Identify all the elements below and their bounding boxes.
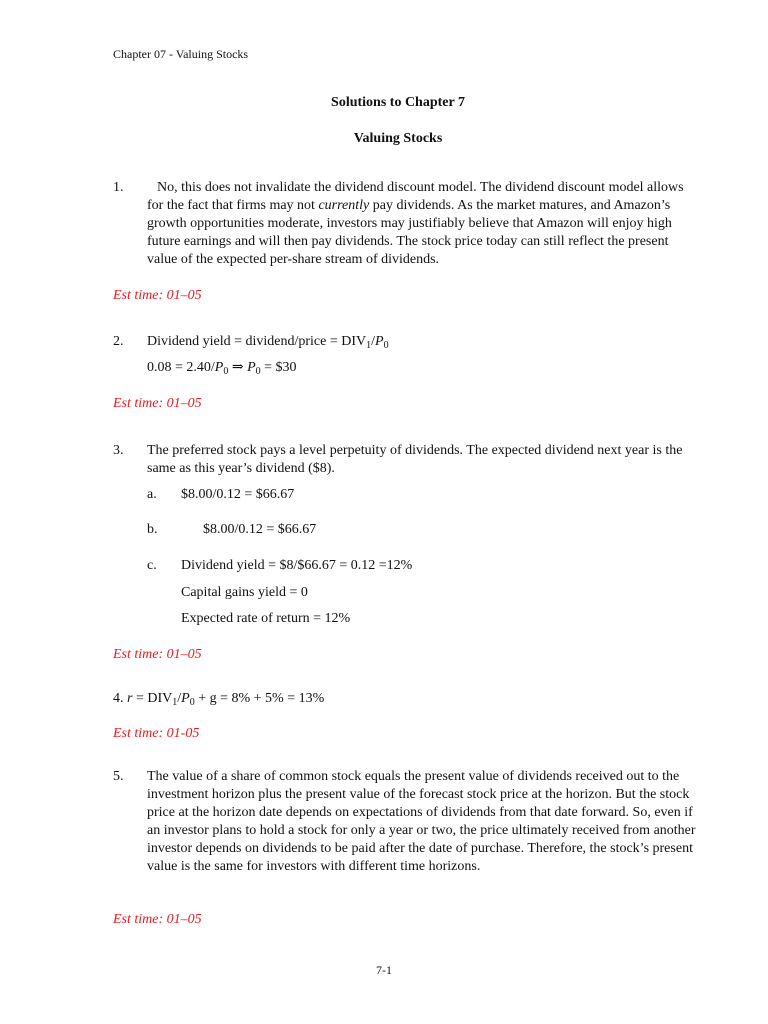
- text-run: 0.08 = 2.40/: [147, 360, 215, 375]
- italic-text: P: [247, 360, 256, 375]
- question-5-number: 5.: [113, 769, 124, 784]
- text-run: /: [177, 691, 182, 706]
- question-1-est-time: Est time: 01–05: [113, 288, 202, 303]
- text-run: /: [371, 334, 376, 349]
- question-3a-label: a.: [147, 487, 157, 502]
- question-2-formula: [147, 333, 702, 351]
- text-run: No, this does not invalidate the dividend discount model. The dividend discount model allows for the fact that firms may not: [147, 180, 684, 213]
- subscript-text: 1: [172, 697, 178, 708]
- question-3-est-time: Est time: 01–05: [113, 647, 202, 662]
- question-2-number: 2.: [113, 334, 124, 349]
- subscript-text: 0: [223, 366, 229, 377]
- text-run: 4.: [113, 691, 127, 706]
- subscript-text: 1: [366, 340, 372, 351]
- question-3c-capital-gains: Capital gains yield = 0: [181, 585, 308, 600]
- question-2-est-time: Est time: 01–05: [113, 396, 202, 411]
- question-5-answer: The value of a share of common stock equals the present value of dividends received out to the investment horizon plus the present value of the forecast stock price at the horizon. But the stock price at the horizon date depends on expectations of dividends from that date forward. So, even if an investor plans to hold a stock for only a year or two, the price ultimately received from another investor depends on dividends to be paid after the date of purchase. Therefore, the stock’s present value is the same for investors with different time horizons.: [147, 769, 696, 874]
- question-4-est-time: Est time: 01-05: [113, 726, 200, 741]
- question-3c-expected-return: Expected rate of return = 12%: [181, 611, 351, 626]
- subscript-text: 0: [255, 366, 261, 377]
- italic-text: currently: [318, 198, 370, 213]
- text-run: + g = 8% + 5% = 13%: [194, 691, 325, 706]
- question-2-solution: [147, 359, 702, 377]
- text-run: Dividend yield = dividend/price = DIV: [147, 334, 367, 349]
- question-4-answer: [113, 690, 713, 708]
- question-3b-answer: $8.00/0.12 = $66.67: [203, 522, 317, 537]
- page-title: Solutions to Chapter 7: [331, 95, 465, 110]
- page-subtitle: Valuing Stocks: [353, 131, 443, 146]
- question-3-answer: The preferred stock pays a level perpetuity of dividends. The expected dividend next year is the same as this year’s dividend ($8).: [147, 443, 683, 476]
- text-run: pay dividends. As the market matures, and Amazon’s growth opportunities moderate, investors may justifiably believe that Amazon will enjoy high future earnings and will then pay dividends. The stock price today can still reflect the present value of the expected per-share stream of dividends.: [147, 198, 672, 267]
- italic-text: P: [375, 334, 384, 349]
- question-5-est-time: Est time: 01–05: [113, 912, 202, 927]
- question-1-answer: [147, 179, 702, 269]
- question-3-number: 3.: [113, 443, 124, 458]
- running-head: Chapter 07 - Valuing Stocks: [113, 47, 249, 61]
- italic-text: P: [214, 360, 224, 375]
- text-run: = $30: [260, 360, 297, 375]
- subscript-text: 0: [189, 697, 195, 708]
- page-number: 7-1: [376, 963, 392, 977]
- question-3a-answer: $8.00/0.12 = $66.67: [181, 487, 295, 502]
- question-3c-dividend-yield: Dividend yield = $8/$66.67 = 0.12 =12%: [181, 558, 413, 573]
- italic-text: P: [181, 691, 190, 706]
- question-1-number: 1.: [113, 180, 124, 195]
- italic-text: r: [127, 691, 133, 706]
- question-3c-label: c.: [147, 558, 157, 573]
- subscript-text: 0: [383, 340, 389, 351]
- question-3b-label: b.: [147, 522, 158, 537]
- text-run: = DIV: [132, 691, 173, 706]
- text-run: ⇒: [228, 360, 248, 375]
